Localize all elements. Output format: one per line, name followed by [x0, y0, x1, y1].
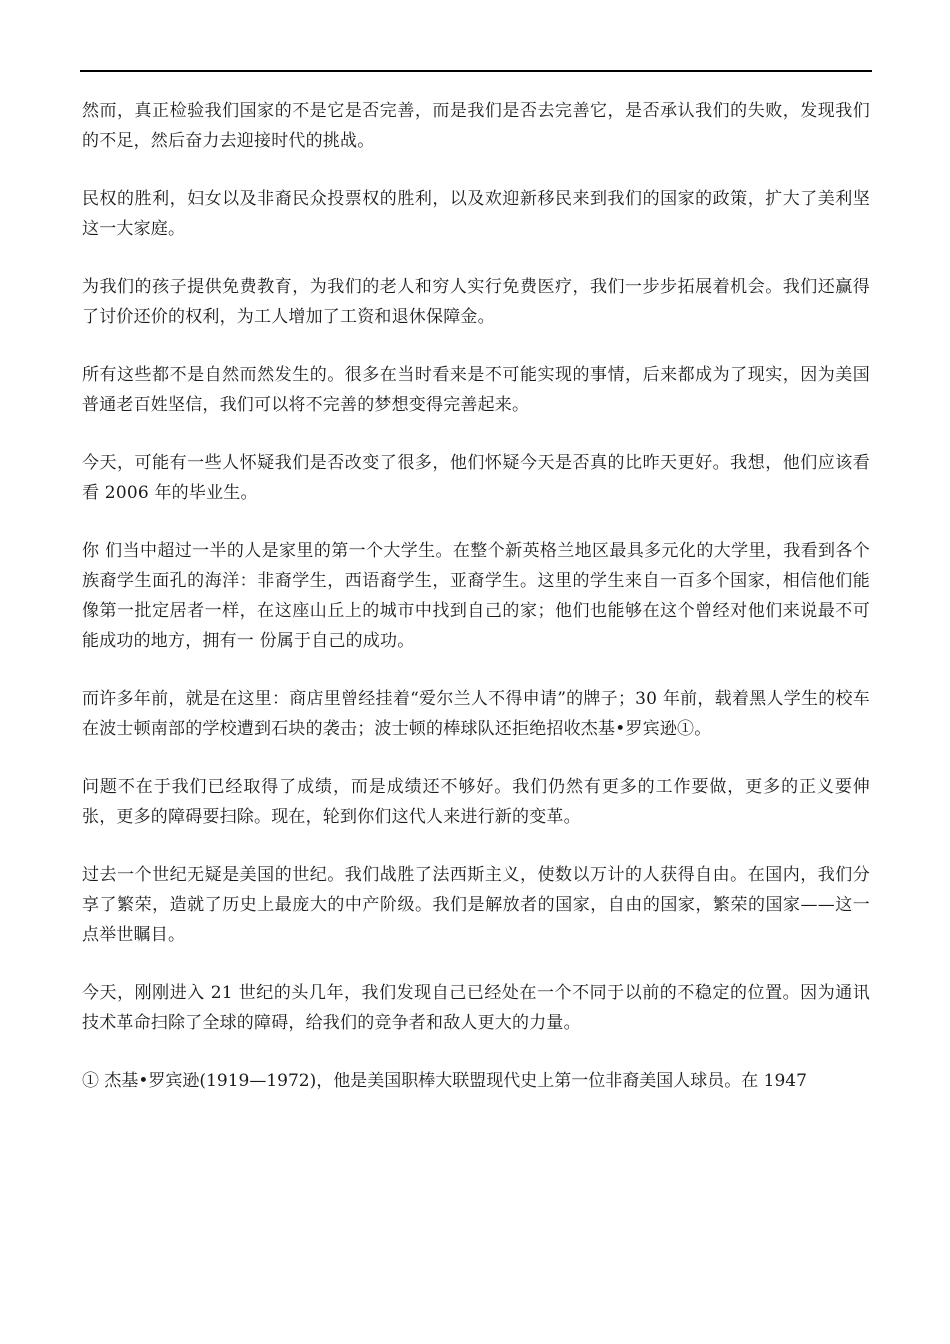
paragraph: 为我们的孩子提供免费教育，为我们的老人和穷人实行免费医疗，我们一步步拓展着机会。我们还赢得了讨价还价的权利，为工人增加了工资和退休保障金。 [82, 277, 870, 327]
paragraph: 今天，可能有一些人怀疑我们是否改变了很多，他们怀疑今天是否真的比昨天更好。我想，他们应该看看 2006 年的毕业生。 [82, 453, 870, 503]
paragraph: 民权的胜利，妇女以及非裔民众投票权的胜利，以及欢迎新移民来到我们的国家的政策，扩大了美利坚这一大家庭。 [82, 189, 870, 239]
paragraph: 所有这些都不是自然而然发生的。很多在当时看来是不可能实现的事情，后来都成为了现实，因为美国普通老百姓坚信，我们可以将不完善的梦想变得完善起来。 [82, 365, 870, 415]
footnote: ① 杰基•罗宾逊(1919—1972)，他是美国职棒大联盟现代史上第一位非裔美国人球员。在 1947 [82, 1071, 807, 1091]
paragraph: 问题不在于我们已经取得了成绩，而是成绩还不够好。我们仍然有更多的工作要做，更多的正义要伸张，更多的障碍要扫除。现在，轮到你们这代人来进行新的变革。 [82, 777, 870, 827]
paragraph: 今天，刚刚进入 21 世纪的头几年，我们发现自己已经处在一个不同于以前的不稳定的位置。因为通讯技术革命扫除了全球的障碍，给我们的竞争者和敌人更大的力量。 [82, 983, 870, 1033]
header-rule [80, 70, 872, 72]
document-body [82, 96, 870, 1096]
paragraph: 而许多年前，就是在这里：商店里曾经挂着“爱尔兰人不得申请”的牌子；30 年前，载着黑人学生的校车在波士顿南部的学校遭到石块的袭击；波士顿的棒球队还拒绝招收杰基•罗宾逊①。 [82, 689, 870, 739]
paragraph: 你 们当中超过一半的人是家里的第一个大学生。在整个新英格兰地区最具多元化的大学里，我看到各个族裔学生面孔的海洋：非裔学生，西语裔学生，亚裔学生。这里的学生来自一百多个国家，相信他们能像第一批定居者一样，在这座山丘上的城市中找到自己的家；他们也能够在这个曾经对他们来说最不可能成功的地方，拥有一 份属于自己的成功。 [82, 541, 870, 651]
paragraph: 过去一个世纪无疑是美国的世纪。我们战胜了法西斯主义，使数以万计的人获得自由。在国内，我们分享了繁荣，造就了历史上最庞大的中产阶级。我们是解放者的国家，自由的国家，繁荣的国家——这一点举世瞩目。 [82, 865, 870, 945]
paragraph: 然而，真正检验我们国家的不是它是否完善，而是我们是否去完善它，是否承认我们的失败，发现我们的不足，然后奋力去迎接时代的挑战。 [82, 101, 870, 151]
